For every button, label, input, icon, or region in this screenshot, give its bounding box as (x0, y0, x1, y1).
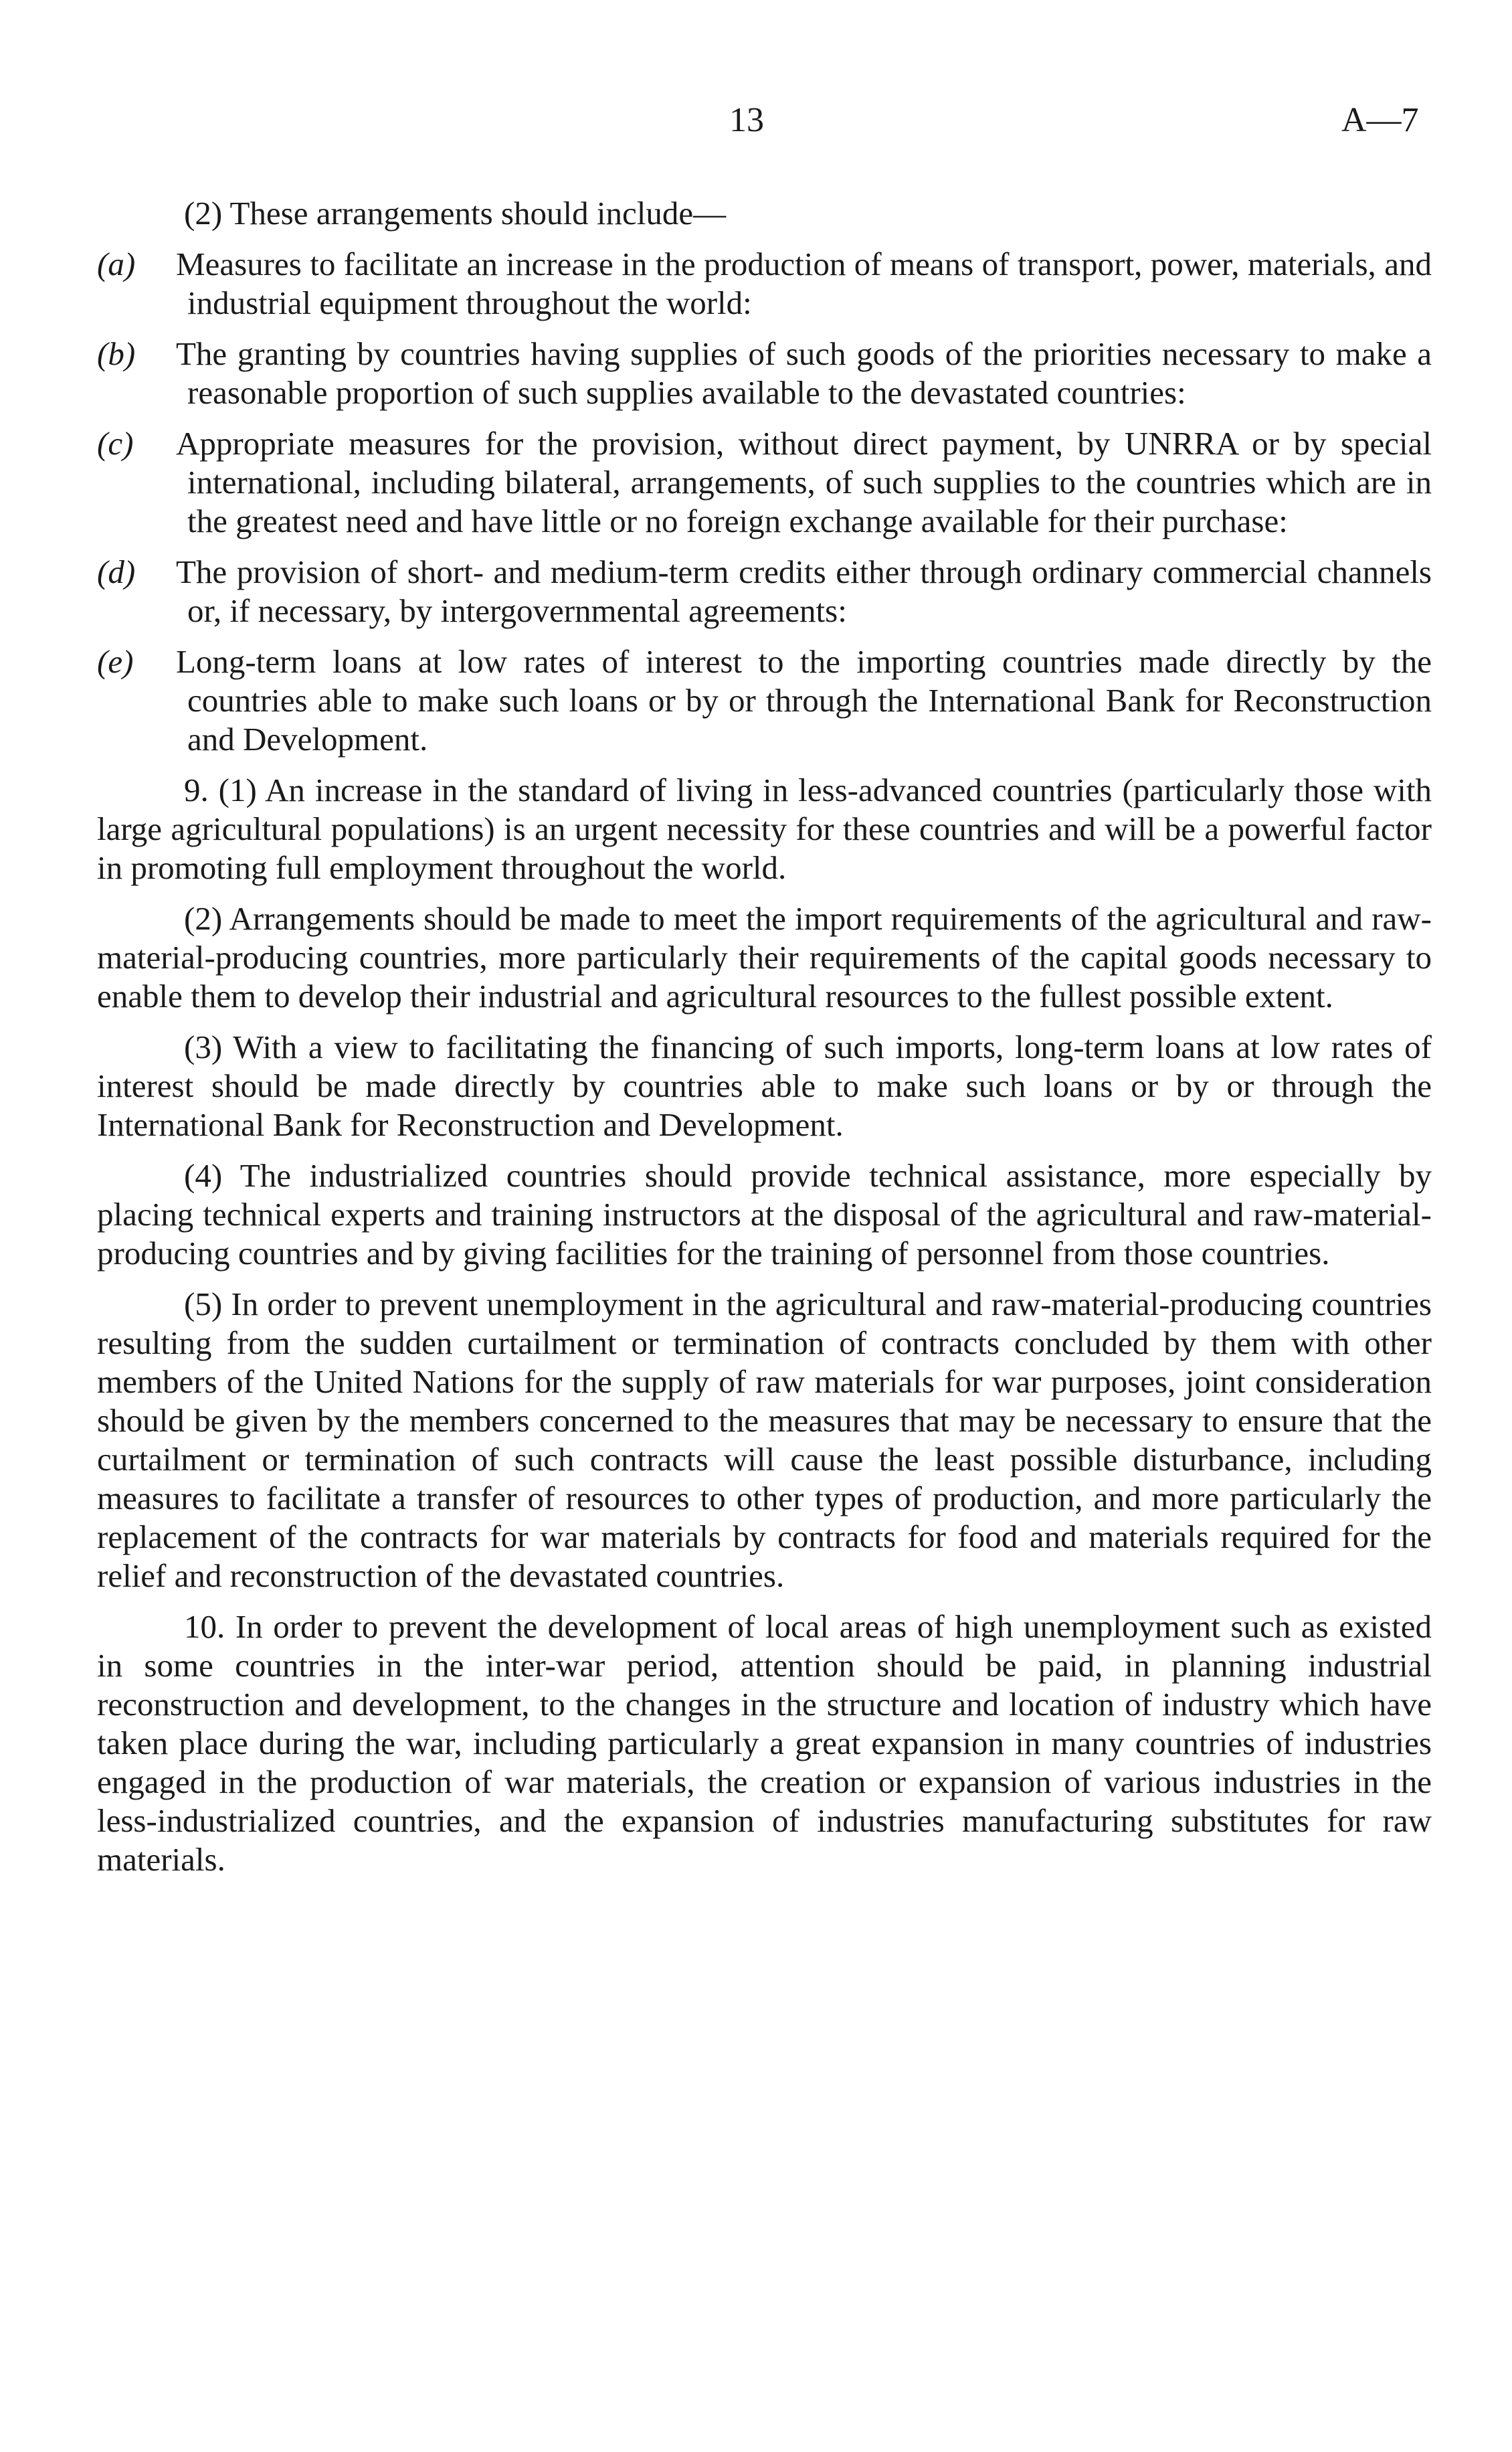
item-label: (e) (97, 643, 134, 680)
list-item-c (97, 424, 1432, 541)
section-tag: A—7 (1341, 101, 1419, 139)
list-item-d (97, 553, 1432, 630)
paragraph-8-2-intro: (2) These arrangements should include— (184, 195, 727, 232)
item-text: Measures to facilitate an increase in the production of means of transport, power, materials, and industrial equipment throughout the world: (176, 246, 1432, 321)
paragraph-9-4: (4) The industrialized countries should provide technical assistance, more especially by placing technical experts and training instructors at the disposal of the agricultural and raw-material-producing countries and by giving facilities for the training of personnel from those countries. (97, 1157, 1432, 1272)
item-text: Long-term loans at low rates of interest to the importing countries made directly by the countries able to make such loans or by or through the International Bank for Reconstruction and Development. (176, 643, 1432, 758)
item-text: The provision of short- and medium-term credits either through ordinary commercial channels or, if necessary, by intergovernmental agreements: (176, 553, 1432, 629)
item-label: (b) (97, 335, 136, 372)
item-text: The granting by countries having supplies of such goods of the priorities necessary to make a reasonable proportion of such supplies available to the devastated countries: (176, 335, 1432, 411)
item-label: (a) (97, 246, 136, 282)
item-label: (d) (97, 553, 136, 590)
item-text: Appropriate measures for the provision, without direct payment, by UNRRA or by special international, including bilateral, arrangements, of such supplies to the countries which are in the greatest need and have little or no foreign exchange available for their purchase: (176, 425, 1432, 539)
paragraph-9-2: (2) Arrangements should be made to meet the import requirements of the agricultural and raw-material-producing countries, more particularly their requirements of the capital goods necessary to enable them to develop their industrial and agricultural resources to the fullest possible extent. (97, 900, 1432, 1015)
list-item-b (97, 335, 1432, 412)
list-item-a (97, 245, 1432, 323)
item-label: (c) (97, 425, 134, 462)
paragraph-9-3: (3) With a view to facilitating the financing of such imports, long-term loans at low rates of interest should be made directly by countries able to make such loans or by or through the International Bank for Reconstruction and Development. (97, 1029, 1432, 1143)
list-item-e (97, 642, 1432, 759)
page-number: 13 (729, 101, 764, 139)
paragraph-9-1: 9. (1) An increase in the standard of living in less-advanced countries (particularly those with large agricultural populations) is an urgent necessity for these countries and will be a powerful factor in promoting full employment throughout the world. (97, 772, 1432, 886)
document-body (97, 194, 1432, 1891)
paragraph-9-5: (5) In order to prevent unemployment in the agricultural and raw-material-producing countries resulting from the sudden curtailment or termination of contracts concluded by them with other members of the United Nations for the supply of raw materials for war purposes, joint consideration should be given by the members concerned to the measures that may be necessary to ensure that the curtailment or termination of such contracts will cause the least possible disturbance, including measures to facilitate a transfer of resources to other types of production, and more particularly the replacement of the contracts for war materials by contracts for food and materials required for the relief and reconstruction of the devastated countries. (97, 1286, 1432, 1594)
paragraph-10: 10. In order to prevent the development of local areas of high unemployment such as existed in some countries in the inter-war period, attention should be paid, in planning industrial reconstruction and development, to the changes in the structure and location of industry which have taken place during the war, including particularly a great expansion in many countries of industries engaged in the production of war materials, the creation or expansion of various industries in the less-industrialized countries, and the expansion of industries manufacturing substitutes for raw materials. (97, 1608, 1432, 1878)
